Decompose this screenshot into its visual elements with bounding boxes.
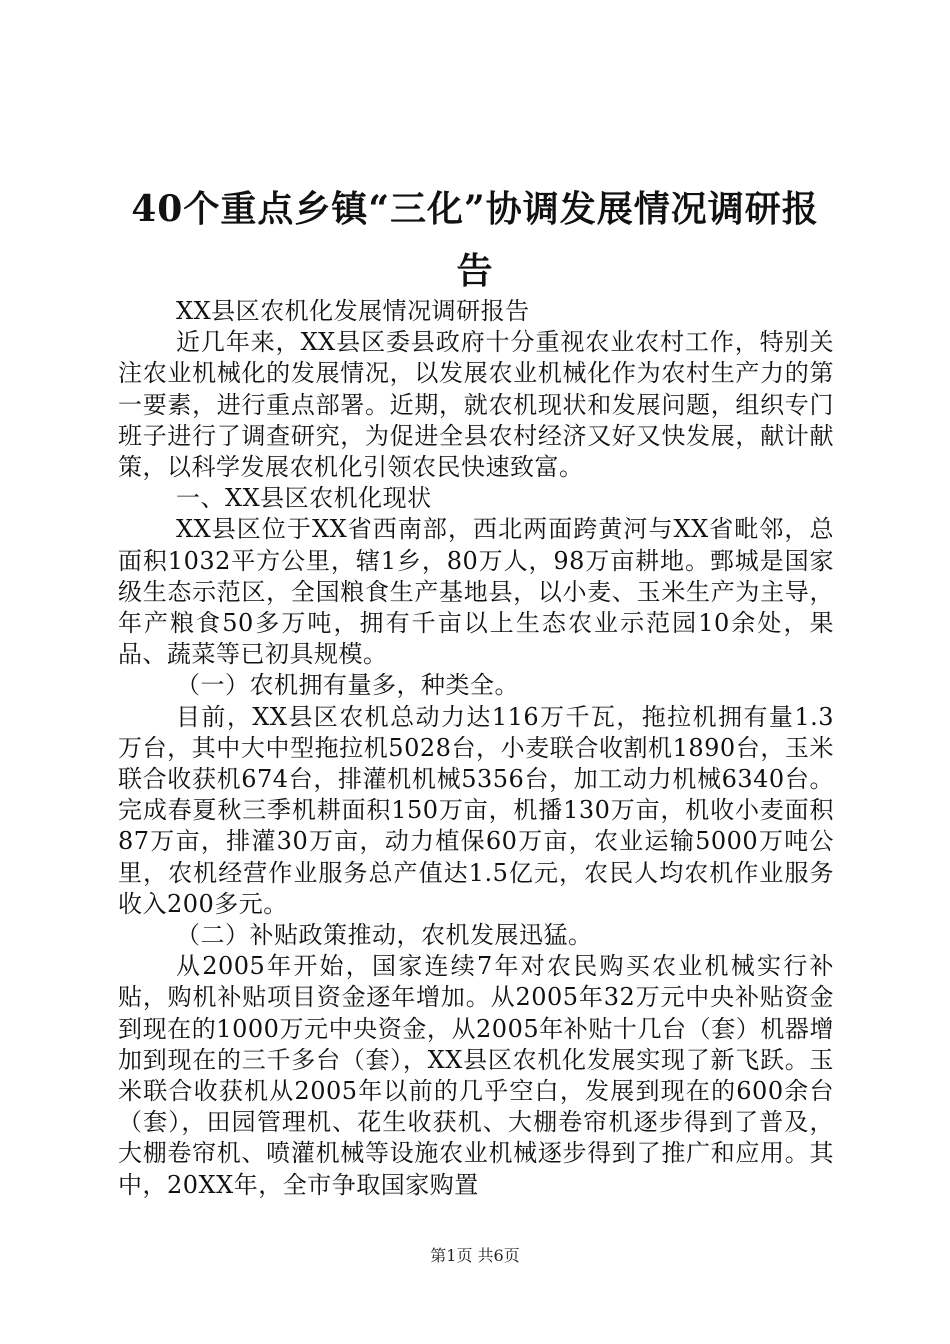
section-heading-status: 一、XX县区农机化现状 [176,484,432,513]
page-footer: 第1页 共6页 [430,1246,520,1265]
subsection-heading-subsidy: （二）补贴政策推动，农机发展迅猛。 [176,921,593,950]
report-subtitle: XX县区农机化发展情况调研报告 [176,297,530,325]
document-body [118,296,834,1201]
document-title: 40个重点乡镇“三化”协调发展情况调研报告 [131,188,819,292]
paragraph-machinery-stats: 目前，XX县区农机总动力达116万千瓦，拖拉机拥有量1.3万台，其中大中型拖拉机5028台，小麦联合收割机1890台，玉米联合收获机674台，排灌机机械5356台，加工动力机械6340台。完成春夏秋三季机耕面积150万亩，机播130万亩，机收小麦面积87万亩，排灌30万亩，动力植保60万亩，农业运输5000万吨公里，农机经营作业服务总产值达1.5亿元，农民人均农机作业服务收入200多元。 [118,702,834,918]
paragraph-subsidy: 从2005年开始，国家连续7年对农民购买农业机械实行补贴，购机补贴项目资金逐年增加。从2005年32万元中央补贴资金到现在的1000万元中央资金，从2005年补贴十几台（套）机器增加到现在的三千多台（套），XX县区农机化发展实现了新飞跃。玉米联合收获机从2005年以前的几乎空白，发展到现在的600余台（套），田园管理机、花生收获机、大棚卷帘机逐步得到了普及，大棚卷帘机、喷灌机械等设施农业机械逐步得到了推广和应用。其中，20XX年，全市争取国家购置 [118,952,834,1199]
paragraph-intro: 近几年来，XX县区委县政府十分重视农业农村工作，特别关注农业机械化的发展情况，以发展农业机械化作为农村生产力的第一要素，进行重点部署。近期，就农机现状和发展问题，组织专门班子进行了调查研究，为促进全县农村经济又好又快发展，献计献策，以科学发展农机化引领农民快速致富。 [118,328,834,482]
subsection-heading-machinery: （一）农机拥有量多，种类全。 [176,671,519,700]
paragraph-county-overview: XX县区位于XX省西南部，西北两面跨黄河与XX省毗邻，总面积1032平方公里，辖1乡，80万人，98万亩耕地。鄄城是国家级生态示范区，全国粮食生产基地县，以小麦、玉米生产为主导，年产粮食50多万吨，拥有千亩以上生态农业示范园10余处，果品、蔬菜等已初具规模。 [118,515,834,669]
